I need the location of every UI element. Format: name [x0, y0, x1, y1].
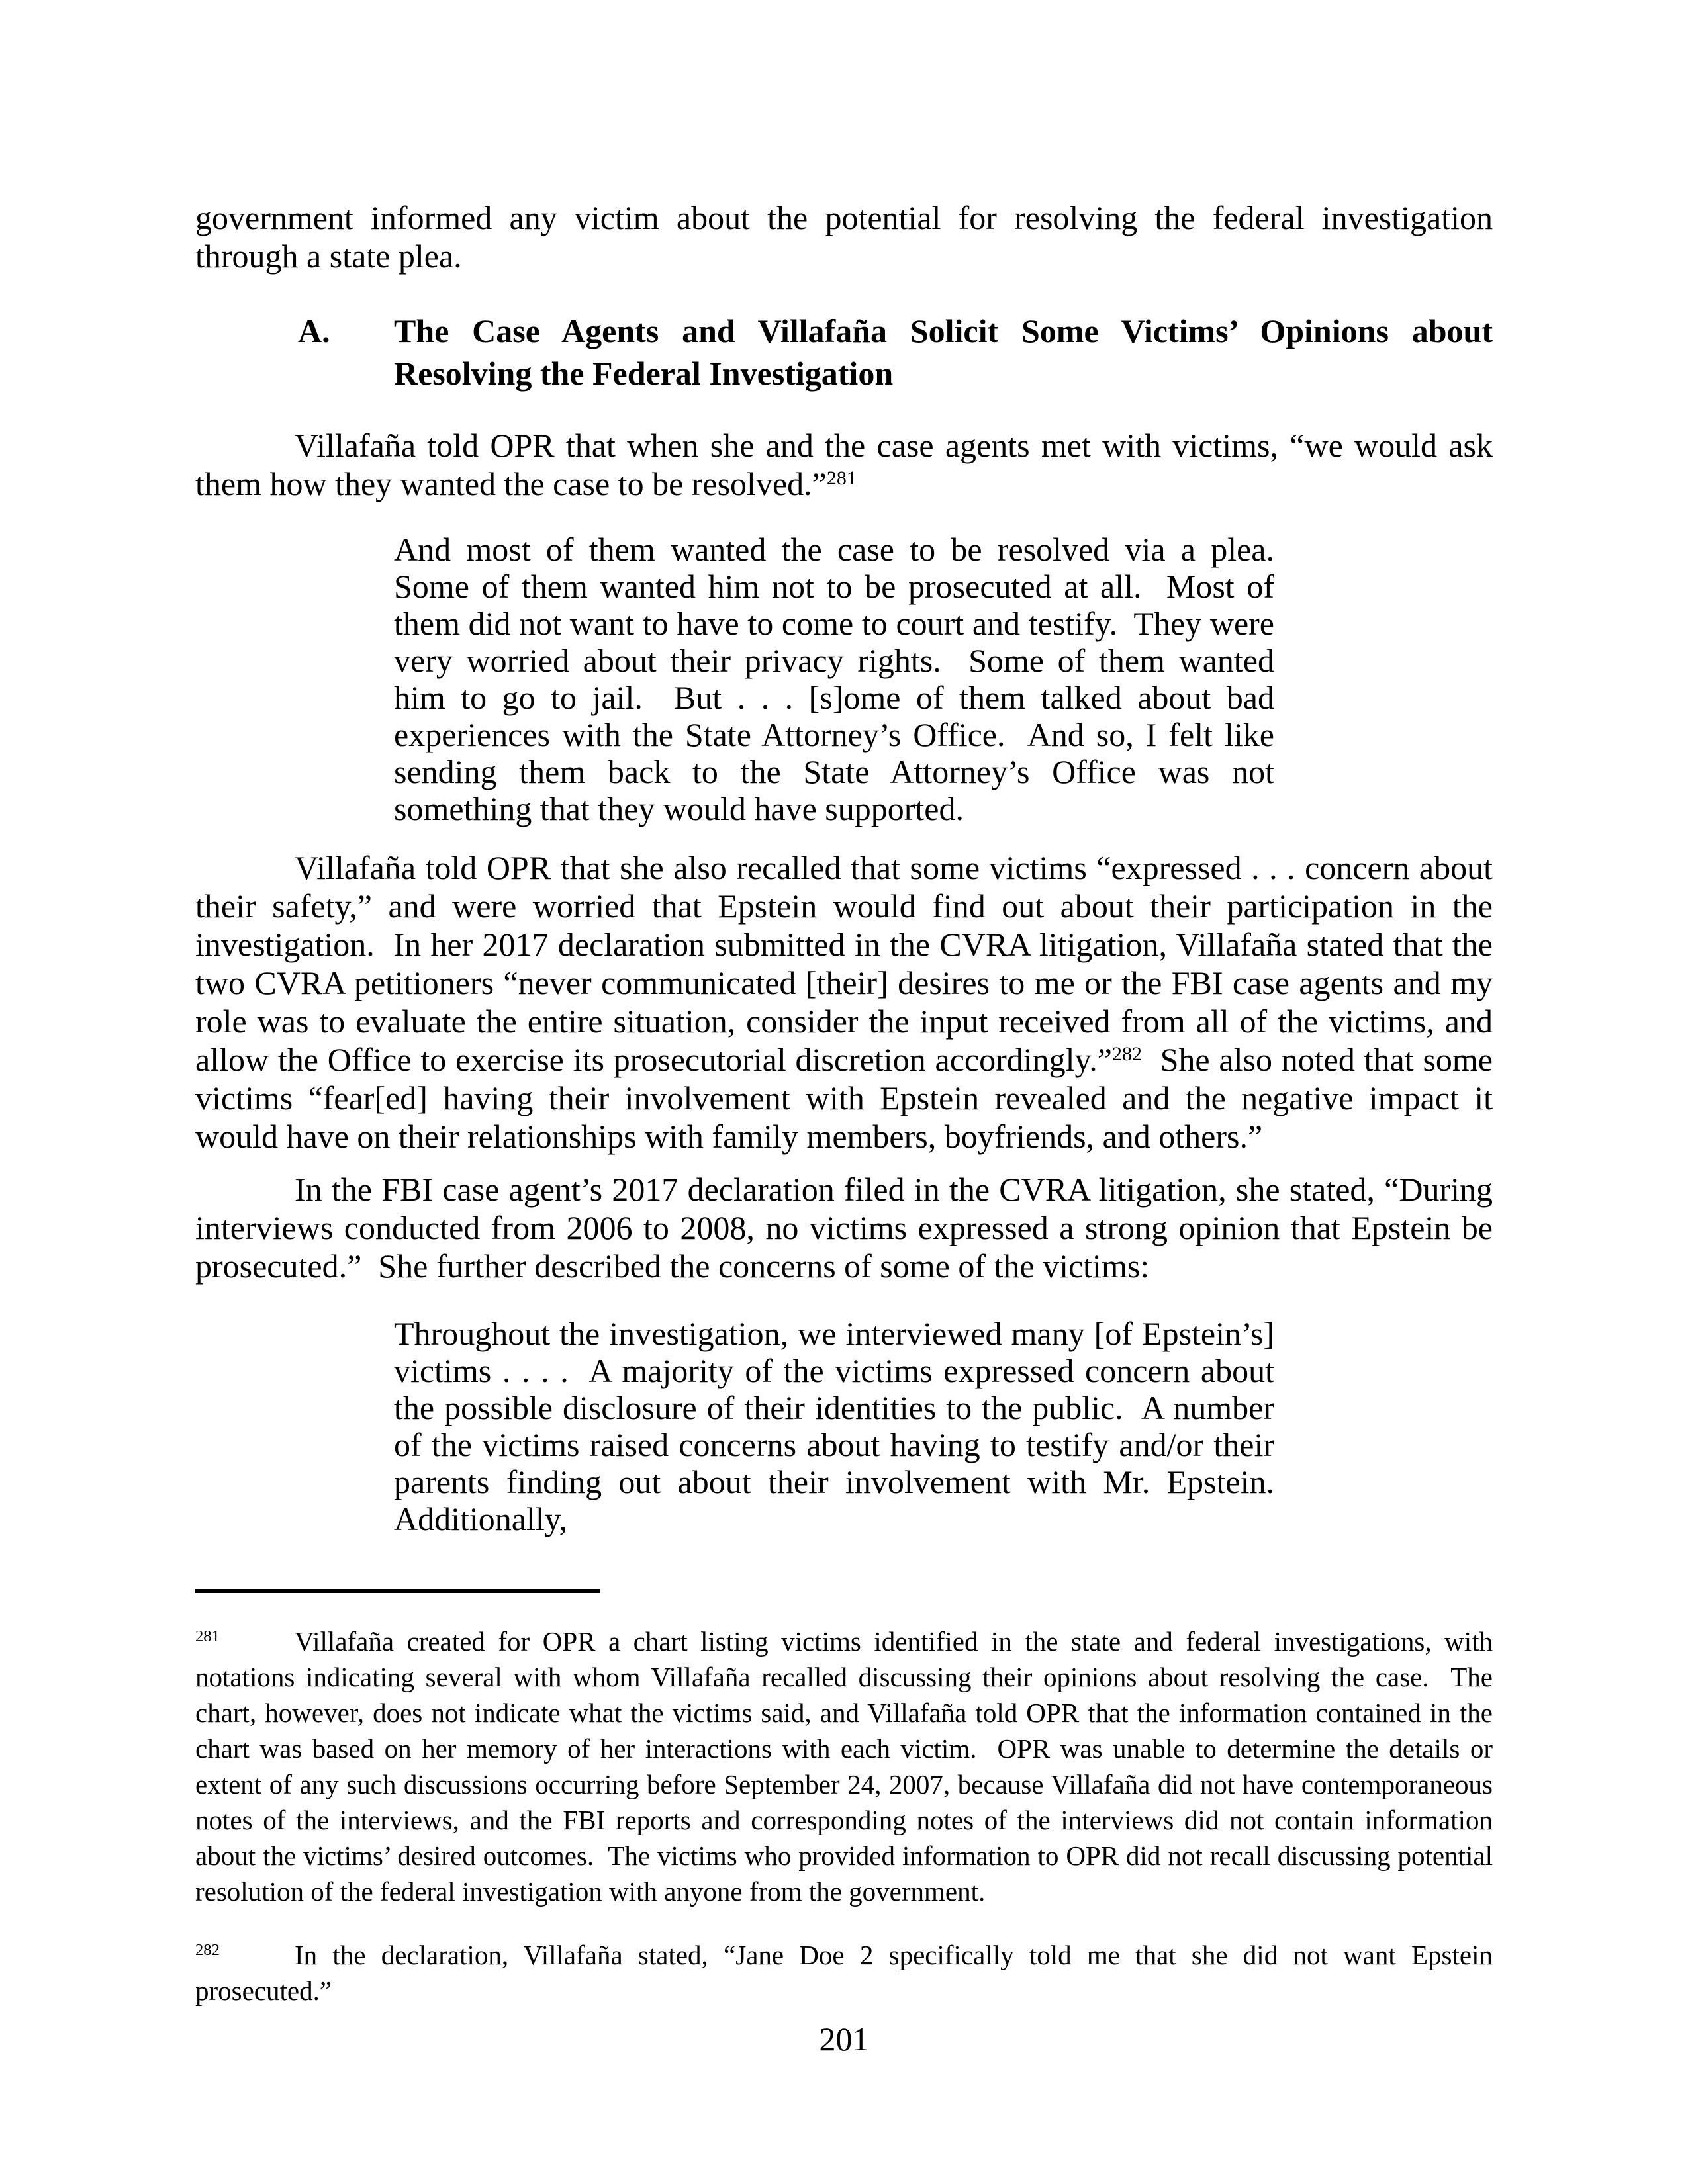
footnote-282-number: 282 [195, 1941, 220, 1960]
page-number: 201 [819, 2021, 869, 2058]
footnote-separator-rule [195, 1589, 600, 1593]
footnote-281-number-block [195, 1623, 295, 1659]
blockquote-plea: And most of them wanted the case to be resolved via a plea. Some of them wanted him not to be prosecuted at all. Most of them did not want to have to come to court and testify. They were very worried about their privacy rights. Some of them wanted him to go to jail. But . . . [s]ome of them talked about bad experiences with the State Attorney’s Office. And so, I felt like sending them back to the State Attorney’s Office was not something that they would have supported. [394, 531, 1291, 827]
paragraph-villafana-ask-text: Villafaña told OPR that when she and the case agents met with victims, “we would ask them how they wanted the case to be resolved.” [195, 427, 1501, 502]
footnote-281 [195, 1623, 1500, 1909]
paragraph-safety-text-after: She also noted that some victims “fear[ed] having their involvement with Epstein revealed and the negative impact it would have on their relationships with family members, boyfriends, and others.” [195, 1041, 1501, 1155]
section-heading-text: The Case Agents and Villafaña Solicit Some Victims’ Opinions about Resolving the Federal Investigation [394, 312, 1501, 392]
section-heading [298, 310, 1501, 394]
footnote-ref-281: 281 [826, 467, 857, 489]
footnote-282 [195, 1937, 1500, 2009]
footnote-282-text: In the declaration, Villafaña stated, “Jane Doe 2 specifically told me that she did not want Epstein prosecuted.” [195, 1940, 1500, 2006]
footnote-281-text: Villafaña created for OPR a chart listing victims identified in the state and federal investigations, with notations indicating several with whom Villafaña recalled discussing their opinions about resolving the case. The chart, however, does not indicate what the victims said, and Villafaña told OPR that the information contained in the chart was based on her memory of her interactions with each victim. OPR was unable to determine the details or extent of any such discussions occurring before September 24, 2007, because Villafaña did not have contemporaneous notes of the interviews, and the FBI reports and corresponding notes of the interviews did not contain information about the victims’ desired outcomes. The victims who provided information to OPR did not recall discussing potential resolution of the federal investigation with anyone from the government. [195, 1626, 1500, 1907]
footnote-281-number: 281 [195, 1627, 220, 1646]
paragraph-safety-text-before: Villafaña told OPR that she also recalled that some victims “expressed . . . concern about their safety,” and were worried that Epstein would find out about their participation in the investigation. In her 2017 declaration submitted in the CVRA litigation, Villafaña stated that the two CVRA petitioners “never communicated [their] desires to me or the FBI case agents and my role was to evaluate the entire situation, consider the input received from all of the victims, and allow the Office to exercise its prosecutorial discretion accordingly.” [195, 849, 1501, 1078]
blockquote-interviews: Throughout the investigation, we interviewed many [of Epstein’s] victims . . . . A majority of the victims expressed concern about the possible disclosure of their identities to the public. A number of the victims raised concerns about having to testify and/or their parents finding out about their involvement with Mr. Epstein. Additionally, [394, 1315, 1291, 1537]
paragraph-fbi-agent: In the FBI case agent’s 2017 declaration filed in the CVRA litigation, she stated, “During interviews conducted from 2006 to 2008, no victims expressed a strong opinion that Epstein be prosecuted.” She further described the concerns of some of the victims: [195, 1171, 1501, 1285]
intro-paragraph: government informed any victim about the potential for resolving the federal investigation through a state plea. [195, 199, 1501, 275]
paragraph-villafana-ask [195, 426, 1501, 503]
footnote-ref-282: 282 [1111, 1042, 1142, 1065]
footnote-282-number-block [195, 1937, 295, 1973]
paragraph-safety [195, 848, 1501, 1156]
section-heading-label: A. [298, 312, 330, 349]
